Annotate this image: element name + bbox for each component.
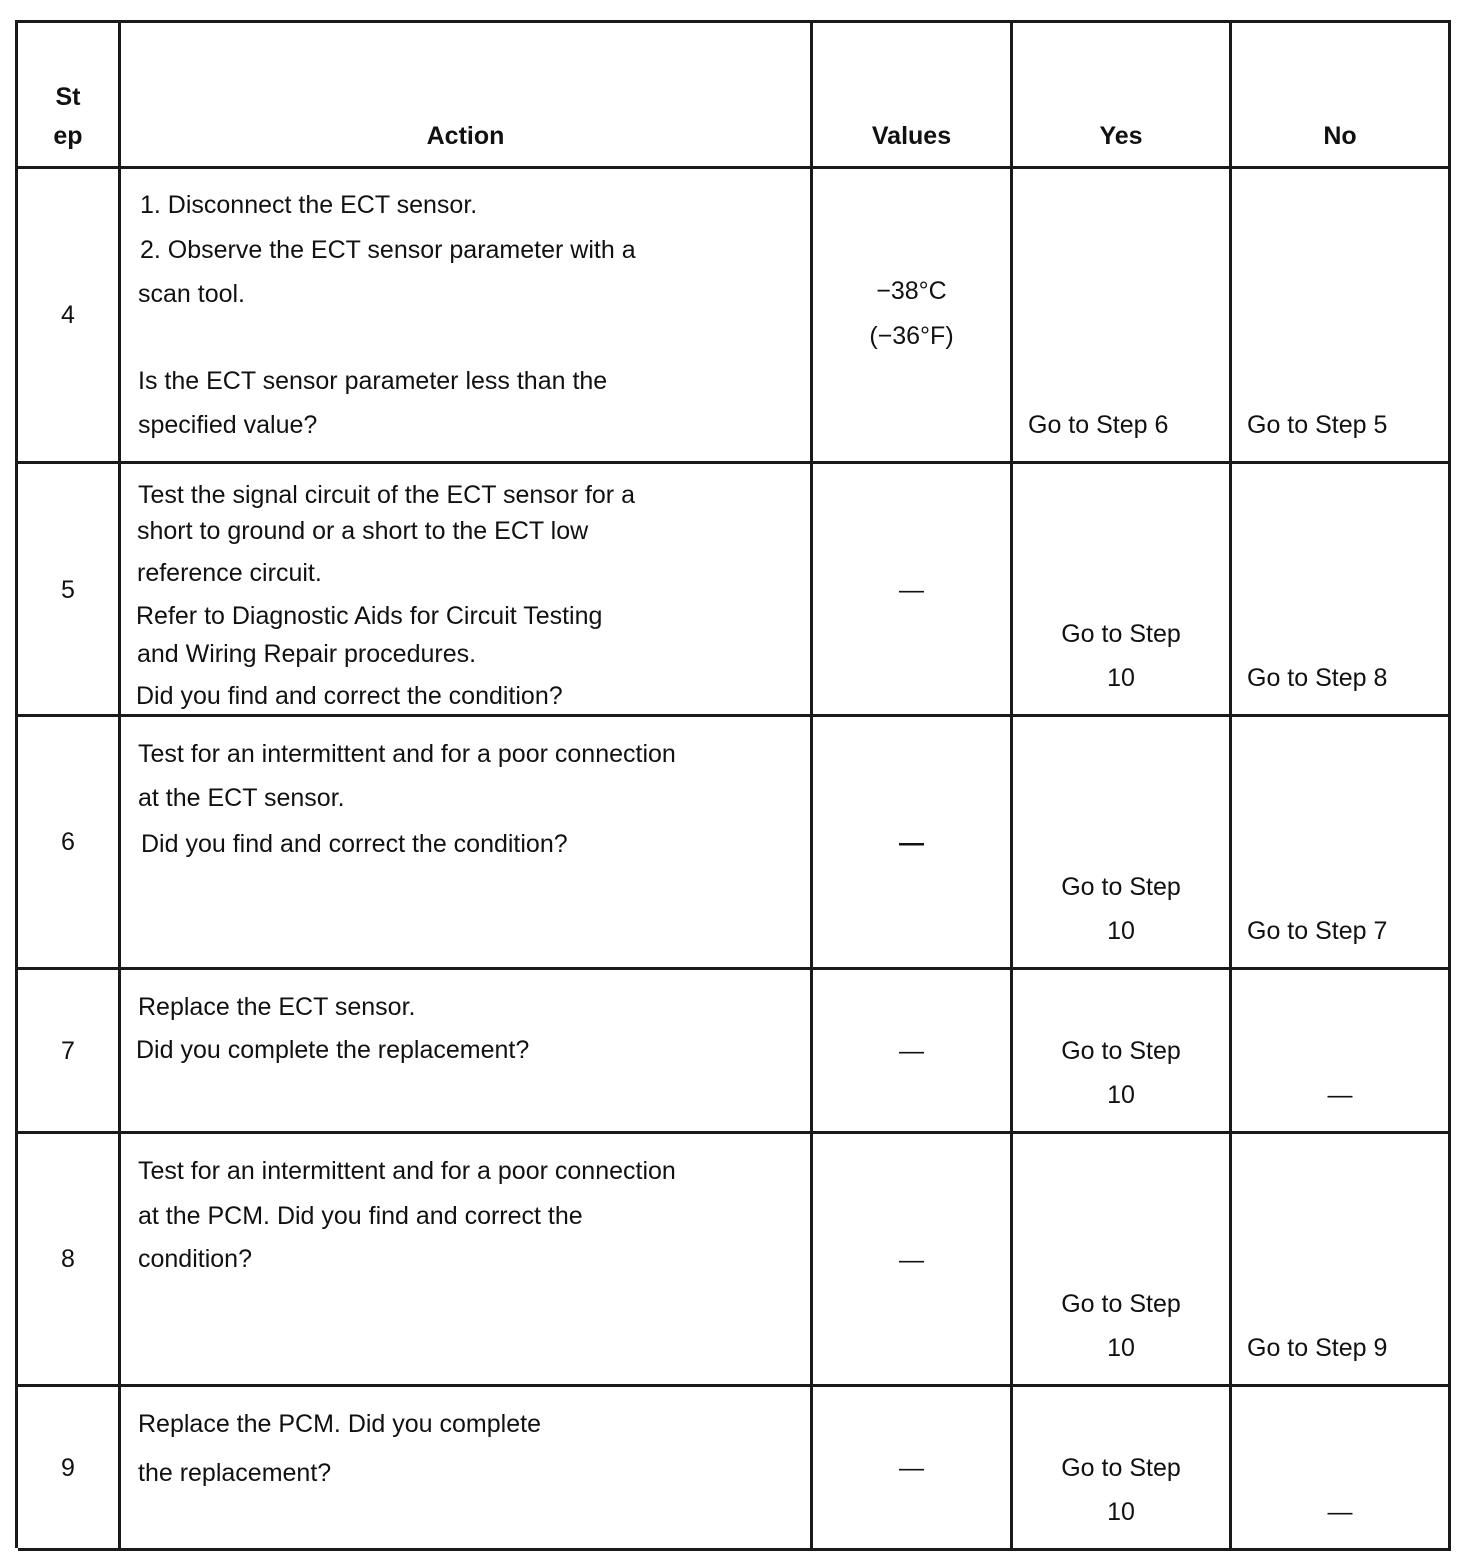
step-cell (18, 464, 121, 714)
header-no: No (1323, 122, 1357, 150)
header-yes-cell (1013, 23, 1232, 166)
yes-link-line2: 10 (1107, 1081, 1135, 1109)
value-cell (813, 970, 1013, 1131)
action-line: 1. Disconnect the ECT sensor. (140, 191, 478, 219)
action-cell (121, 1134, 813, 1384)
step-cell (18, 1387, 121, 1548)
value-line2: (−36°F) (869, 322, 954, 350)
step-cell (18, 717, 121, 967)
step-number: 6 (61, 828, 75, 856)
table-row (18, 464, 1451, 717)
step-number: 7 (61, 1037, 75, 1065)
diagnostic-table (15, 20, 1451, 1548)
step-cell (18, 1134, 121, 1384)
step-cell (18, 169, 121, 461)
yes-link-line1: Go to Step (1061, 873, 1181, 901)
value-cell (813, 464, 1013, 714)
action-cell (121, 464, 813, 714)
no-dash: — (1327, 1081, 1353, 1109)
header-yes: Yes (1099, 122, 1143, 150)
action-cell (121, 970, 813, 1131)
action-line: Replace the PCM. Did you complete (138, 1410, 541, 1438)
action-line: Test for an intermittent and for a poor connection (138, 740, 676, 768)
header-step-line2: ep (53, 122, 83, 150)
action-line: Refer to Diagnostic Aids for Circuit Testing (136, 602, 603, 630)
action-line: Test for an intermittent and for a poor connection (138, 1157, 676, 1185)
action-line: scan tool. (138, 280, 246, 308)
no-link: Go to Step 7 (1247, 917, 1388, 945)
action-line: Is the ECT sensor parameter less than the (138, 367, 608, 395)
no-dash: — (1327, 1498, 1353, 1526)
table-row (18, 1134, 1451, 1387)
yes-link-line1: Go to Step (1061, 1037, 1181, 1065)
table-row (18, 169, 1451, 464)
value-dash: — (899, 829, 924, 857)
action-cell (121, 169, 813, 461)
no-cell (1232, 1387, 1451, 1548)
yes-link-line2: 10 (1107, 664, 1135, 692)
action-line: Did you complete the replacement? (136, 1036, 530, 1064)
no-link: Go to Step 8 (1247, 664, 1388, 692)
action-line: Replace the ECT sensor. (138, 993, 416, 1021)
yes-link-line1: Go to Step (1061, 1454, 1181, 1482)
value-cell (813, 1387, 1013, 1548)
no-link: Go to Step 5 (1247, 411, 1388, 439)
yes-link-line2: 10 (1107, 1334, 1135, 1362)
step-number: 4 (61, 301, 75, 329)
action-line: reference circuit. (137, 559, 322, 587)
value-cell (813, 1134, 1013, 1384)
action-cell (121, 717, 813, 967)
action-line: at the PCM. Did you find and correct the (138, 1202, 583, 1230)
value-cell (813, 717, 1013, 967)
header-values: Values (871, 122, 952, 150)
header-action: Action (426, 122, 505, 150)
table-row (18, 970, 1451, 1134)
no-cell (1232, 717, 1451, 967)
no-link: Go to Step 9 (1247, 1334, 1388, 1362)
yes-cell (1013, 169, 1232, 461)
yes-link: Go to Step 6 (1028, 411, 1169, 439)
action-line: condition? (138, 1245, 252, 1273)
yes-link-line2: 10 (1107, 917, 1135, 945)
value-dash: — (899, 576, 924, 604)
action-line: and Wiring Repair procedures. (137, 640, 477, 668)
value-dash: — (899, 1454, 924, 1482)
action-line: the replacement? (138, 1459, 332, 1487)
action-cell (121, 1387, 813, 1548)
no-cell (1232, 1134, 1451, 1384)
action-line: 2. Observe the ECT sensor parameter with a (140, 236, 636, 264)
yes-cell (1013, 1134, 1232, 1384)
action-line: Did you find and correct the condition? (141, 830, 568, 858)
action-line: specified value? (138, 411, 318, 439)
header-row (18, 23, 1451, 169)
value-cell (813, 169, 1013, 461)
no-cell (1232, 970, 1451, 1131)
step-number: 9 (61, 1454, 75, 1482)
step-number: 8 (61, 1245, 75, 1273)
action-line: at the ECT sensor. (138, 784, 345, 812)
value-line1: −38°C (876, 277, 947, 305)
no-cell (1232, 464, 1451, 714)
header-action-cell (121, 23, 813, 166)
header-step-cell (18, 23, 121, 166)
yes-cell (1013, 1387, 1232, 1548)
table-row (18, 717, 1451, 970)
header-no-cell (1232, 23, 1451, 166)
action-line: Did you find and correct the condition? (136, 682, 563, 710)
yes-link-line1: Go to Step (1061, 1290, 1181, 1318)
action-line: Test the signal circuit of the ECT sensor for a (138, 481, 635, 509)
header-values-cell (813, 23, 1013, 166)
yes-cell (1013, 717, 1232, 967)
no-cell (1232, 169, 1451, 461)
value-dash: — (899, 1037, 924, 1065)
header-step-line1: St (55, 83, 81, 111)
yes-link-line2: 10 (1107, 1498, 1135, 1526)
value-dash: — (899, 1246, 924, 1274)
action-line: short to ground or a short to the ECT low (137, 517, 589, 545)
yes-link-line1: Go to Step (1061, 620, 1181, 648)
step-cell (18, 970, 121, 1131)
step-number: 5 (61, 576, 75, 604)
table-row (18, 1387, 1451, 1551)
yes-cell (1013, 464, 1232, 714)
yes-cell (1013, 970, 1232, 1131)
